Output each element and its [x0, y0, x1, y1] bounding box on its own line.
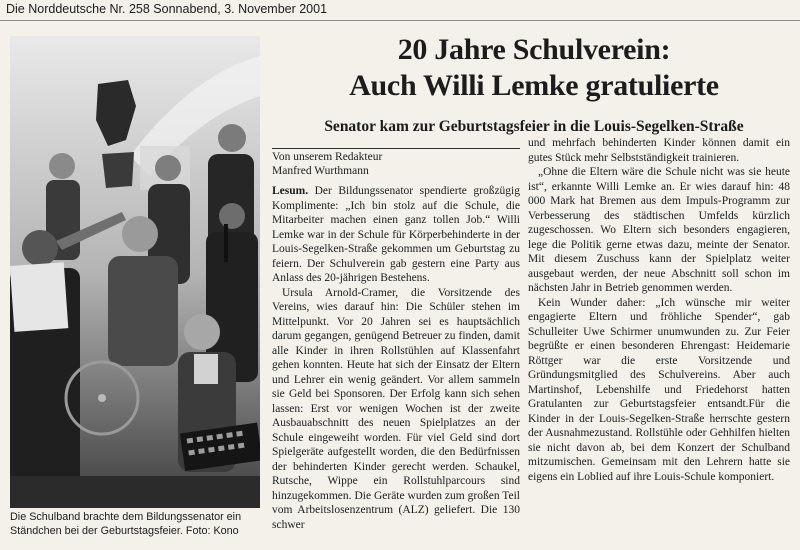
article-photo	[10, 36, 260, 508]
byline-rule	[272, 148, 520, 149]
paragraph-5: Kein Wunder daher: „Ich wünsche mir weiter engagierte Eltern und fröhliche Spender“, gab Schulleiter Uwe Schirmer unumwunden zu. Zur Feier begrüßte er einen besonderen Ehrengast: Heidemarie Röttger war die erste Vorsitzende und Gründungsmitglied des Schulvereins. Aber auch Martinshof, Lebenshilfe und Friedehorst hatten Gratulanten zur Geburtstagsfeier entsandt.Für die Kinder in der Louis-Segelken-Straße herrschte gestern der Ausnahmezustand. Rollstühle oder Gehhilfen hielten sie nicht davon ab, bei dem Konzert der Schulband mitzumischen. Gemeinsam mit den Lehrern hatte sie eigens ein Loblied auf ihre Louis-Schule komponiert.	[528, 296, 790, 483]
paragraph-2: Ursula Arnold-Cramer, die Vorsitzende des Vereins, wies darauf hin: Die Schüler stehen im Mittelpunkt. Vor 20 Jahren sei es hauptsächlich darum gegangen, genügend Betreuer zu finden, damit alle Kinder in ihren Rollstühlen auf Klassenfahrt gehen konnten. Heute hat sich der Einsatz der Eltern und Lehrer ein wenig geändert. Vor allem sammeln sie Geld bei Sponsoren. Der Erfolg kann sich sehen lassen: Erst vor wenigen Wochen ist der zweite Ausbauabschnitt des neuen Spielplatzes an der Schule eingeweiht worden. Für viel Geld sind dort Spielgeräte aufgestellt worden, die den Bedürfnissen der behinderten Kinder gerecht werden. Schaukel, Rutsche, Wippe ein Rollstuhlparcours sind hinzugekommen. Die Geräte wurden zum großen Teil vom Arbeitslosenzentrum (ALZ) geliefert. Die 130 schwer	[272, 286, 520, 531]
article-column-2	[528, 136, 790, 484]
headline-line-1: 20 Jahre Schulverein:	[397, 33, 671, 66]
masthead: Die Norddeutsche Nr. 258 Sonnabend, 3. November 2001	[6, 2, 328, 16]
byline-author: Manfred Wurthmann	[272, 165, 369, 177]
headline	[270, 32, 798, 104]
dateline: Lesum.	[272, 185, 309, 197]
headline-line-2: Auch Willi Lemke gratulierte	[349, 69, 719, 102]
byline	[272, 148, 522, 178]
paragraph-4: „Ohne die Eltern wäre die Schule nicht was sie heute ist“, erkannte Willi Lemke an. Er wies darauf hin: 48 000 Mark hat Bremen aus dem Impuls-Programm zur Verbesserung des städtischen Umfelds kürzlich zugeschossen. Wo Eltern sich besonders engagieren, lege die Politik gerne etwas dazu, meinte der Senator. Mit diesem Zuschuss kann der Spielplatz weiter ausgebaut werden, der neue Abschnitt soll schon im nächsten Jahr in Betrieb genommen werden.	[528, 166, 790, 294]
photo-caption: Die Schulband brachte dem Bildungssenator ein Ständchen bei der Geburtstagsfeier. Foto: Kono	[10, 511, 242, 537]
paragraph-1	[272, 184, 520, 286]
paragraph-3: und mehrfach behinderten Kinder können damit ein gutes Stück mehr Selbstständigkeit trainieren.	[528, 137, 790, 164]
byline-line-1: Von unserem Redakteur	[272, 151, 383, 163]
photo-school-band	[10, 36, 260, 508]
subheadline: Senator kam zur Geburtstagsfeier in die Louis-Segelken-Straße	[324, 118, 744, 135]
masthead-rule	[0, 20, 800, 21]
article-column-1	[272, 184, 520, 532]
paragraph-1-text: Der Bildungssenator spendierte großzügig Komplimente: „Ich bin stolz auf die Schule, die Mitarbeiter machen einen ganz tollen Job.“ Willi Lemke war in der Schule für Körperbehinderte in der Louis-Segelken-Straße gekommen um Geburtstag zu feiern. Der Schulverein gab gestern eine Party aus Anlass des 20-jährigen Bestehens.	[272, 185, 521, 284]
